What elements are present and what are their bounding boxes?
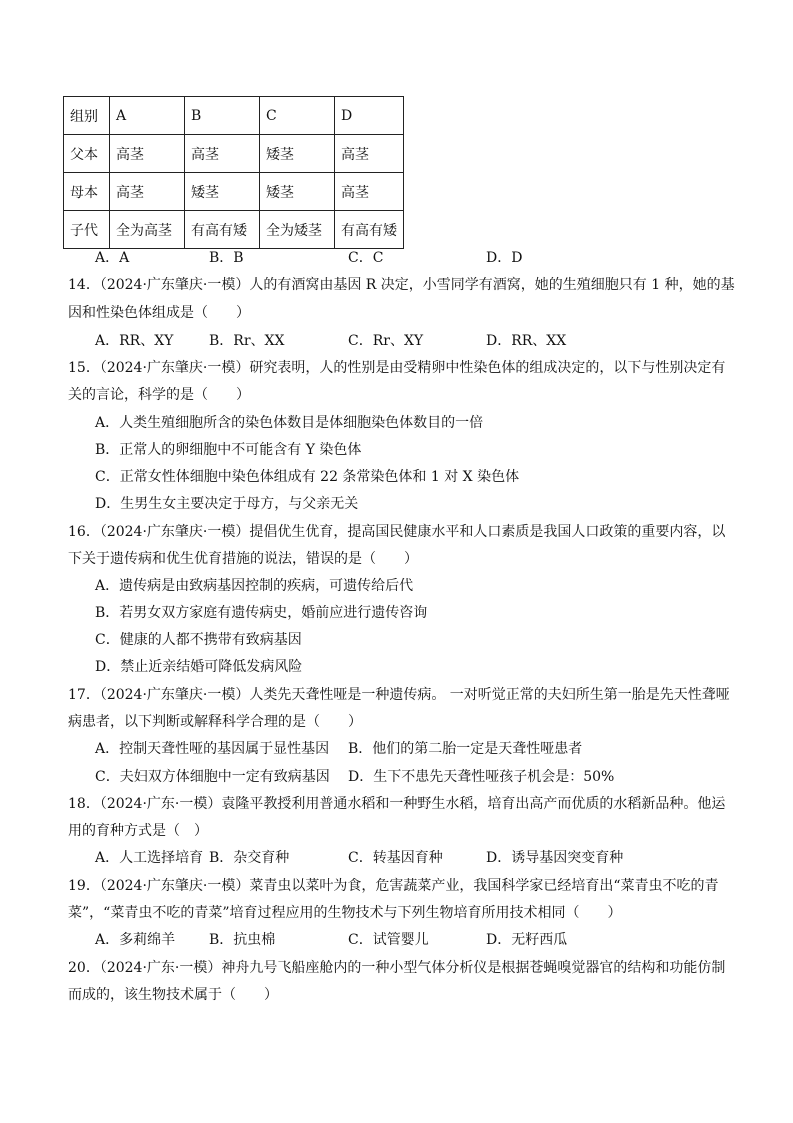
q14-option-c[interactable]: C．Rr、XY <box>348 333 424 349</box>
table-row <box>64 97 404 135</box>
table-cell: 组别 <box>64 97 110 135</box>
q17-option-a[interactable]: A．控制天聋性哑的基因属于显性基因 <box>95 741 330 757</box>
table-cell: 有高有矮 <box>335 211 404 249</box>
q14-option-b[interactable]: B．Rr、XX <box>209 333 285 349</box>
q14-stem-line2: 因和性染色体组成是（ ） <box>68 305 250 321</box>
q19-stem-line1: 19．（2024·广东肇庆·一模）菜青虫以菜叶为食，危害蔬菜产业，我国科学家已经培育出“菜青虫不吃的青 <box>68 878 719 894</box>
table-cell: 高茎 <box>185 135 260 173</box>
table-cell: 全为矮茎 <box>260 211 335 249</box>
q19-option-d[interactable]: D．无籽西瓜 <box>486 932 568 948</box>
q15-stem-line2: 关的言论，科学的是（ ） <box>68 387 250 403</box>
q20-stem-line1: 20．（2024·广东·一模）神舟九号飞船座舱内的一种小型气体分析仪是根据苍蝇嗅觉器官的结构和功能仿制 <box>68 960 726 976</box>
table-cell: 高茎 <box>110 173 185 211</box>
table-cell: 有高有矮 <box>185 211 260 249</box>
q17-option-b[interactable]: B．他们的第二胎一定是天聋性哑患者 <box>348 741 583 757</box>
q13-option-c[interactable]: C．C <box>348 250 384 266</box>
q19-stem-line2: 菜”，“菜青虫不吃的青菜”培育过程应用的生物技术与下列生物培育所用技术相同（ ） <box>68 905 622 921</box>
table-row <box>64 135 404 173</box>
table-cell: 高茎 <box>110 135 185 173</box>
q13-option-a[interactable]: A．A <box>95 250 130 266</box>
q19-option-c[interactable]: C．试管婴儿 <box>348 932 429 948</box>
q18-option-d[interactable]: D．诱导基因突变育种 <box>486 850 624 866</box>
q18-stem-line1: 18．（2024·广东·一模）袁隆平教授利用普通水稻和一种野生水稻，培育出高产而优质的水稻新品种。他运 <box>68 796 726 812</box>
q14-stem-line1: 14．（2024·广东肇庆·一模）人的有酒窝由基因 R 决定，小雪同学有酒窝，她的生殖细胞只有 1 种，她的基 <box>68 277 735 293</box>
q18-stem-line2: 用的育种方式是（ ） <box>68 823 208 839</box>
q18-option-a[interactable]: A．人工选择培育 <box>95 850 204 866</box>
q17-stem-line1: 17．（2024·广东肇庆·一模）人类先天聋性哑是一种遗传病。 一对听觉正常的夫妇所生第一胎是先天性聋哑 <box>68 687 730 703</box>
q16-option-d[interactable]: D．禁止近亲结婚可降低发病风险 <box>95 659 303 675</box>
q16-option-c[interactable]: C．健康的人都不携带有致病基因 <box>95 632 302 648</box>
table-row <box>64 211 404 249</box>
q13-option-d[interactable]: D．D <box>486 250 523 266</box>
q20-stem-line2: 而成的，该生物技术属于（ ） <box>68 987 278 1003</box>
q14-option-d[interactable]: D．RR、XX <box>486 333 567 349</box>
q19-option-b[interactable]: B．抗虫棉 <box>209 932 276 948</box>
q18-option-c[interactable]: C．转基因育种 <box>348 850 443 866</box>
q17-stem-line2: 病患者，以下判断或解释科学合理的是（ ） <box>68 714 362 730</box>
q18-option-b[interactable]: B．杂交育种 <box>209 850 290 866</box>
q15-option-d[interactable]: D．生男生女主要决定于母方，与父亲无关 <box>95 496 359 512</box>
q15-option-b[interactable]: B．正常人的卵细胞中不可能含有 Y 染色体 <box>95 442 362 458</box>
q16-stem-line2: 下关于遗传病和优生优育措施的说法，错误的是（ ） <box>68 551 418 567</box>
table-cell: D <box>335 97 404 135</box>
q17-option-c[interactable]: C．夫妇双方体细胞中一定有致病基因 <box>95 769 330 785</box>
q15-option-c[interactable]: C．正常女性体细胞中染色体组成有 22 条常染色体和 1 对 X 染色体 <box>95 469 520 485</box>
q16-stem-line1: 16．（2024·广东肇庆·一模）提倡优生优育，提高国民健康水平和人口素质是我国人口政策的重要内容，以 <box>68 524 726 540</box>
q15-option-a[interactable]: A．人类生殖细胞所含的染色体数目是体细胞染色体数目的一倍 <box>95 415 484 431</box>
q17-option-d[interactable]: D．生下不患先天聋性哑孩子机会是：50% <box>348 769 615 785</box>
q13-option-b[interactable]: B．B <box>209 250 244 266</box>
table-cell: 高茎 <box>335 173 404 211</box>
table-cell: 全为高茎 <box>110 211 185 249</box>
table-cell: 子代 <box>64 211 110 249</box>
table-cell: C <box>260 97 335 135</box>
q16-option-a[interactable]: A．遗传病是由致病基因控制的疾病，可遗传给后代 <box>95 578 414 594</box>
table-cell: B <box>185 97 260 135</box>
table-cell: 高茎 <box>335 135 404 173</box>
table-row <box>64 173 404 211</box>
q16-option-b[interactable]: B．若男女双方家庭有遗传病史，婚前应进行遗传咨询 <box>95 605 428 621</box>
table-cell: 矮茎 <box>185 173 260 211</box>
table-cell: 矮茎 <box>260 173 335 211</box>
table-cell: 父本 <box>64 135 110 173</box>
q14-option-a[interactable]: A．RR、XY <box>95 333 174 349</box>
q15-stem-line1: 15．（2024·广东肇庆·一模）研究表明，人的性别是由受精卵中性染色体的组成决定的，以下与性别决定有 <box>68 360 726 376</box>
table-cell: 母本 <box>64 173 110 211</box>
genotype-table <box>63 96 404 249</box>
table-cell: 矮茎 <box>260 135 335 173</box>
q19-option-a[interactable]: A．多莉绵羊 <box>95 932 176 948</box>
table-cell: A <box>110 97 185 135</box>
